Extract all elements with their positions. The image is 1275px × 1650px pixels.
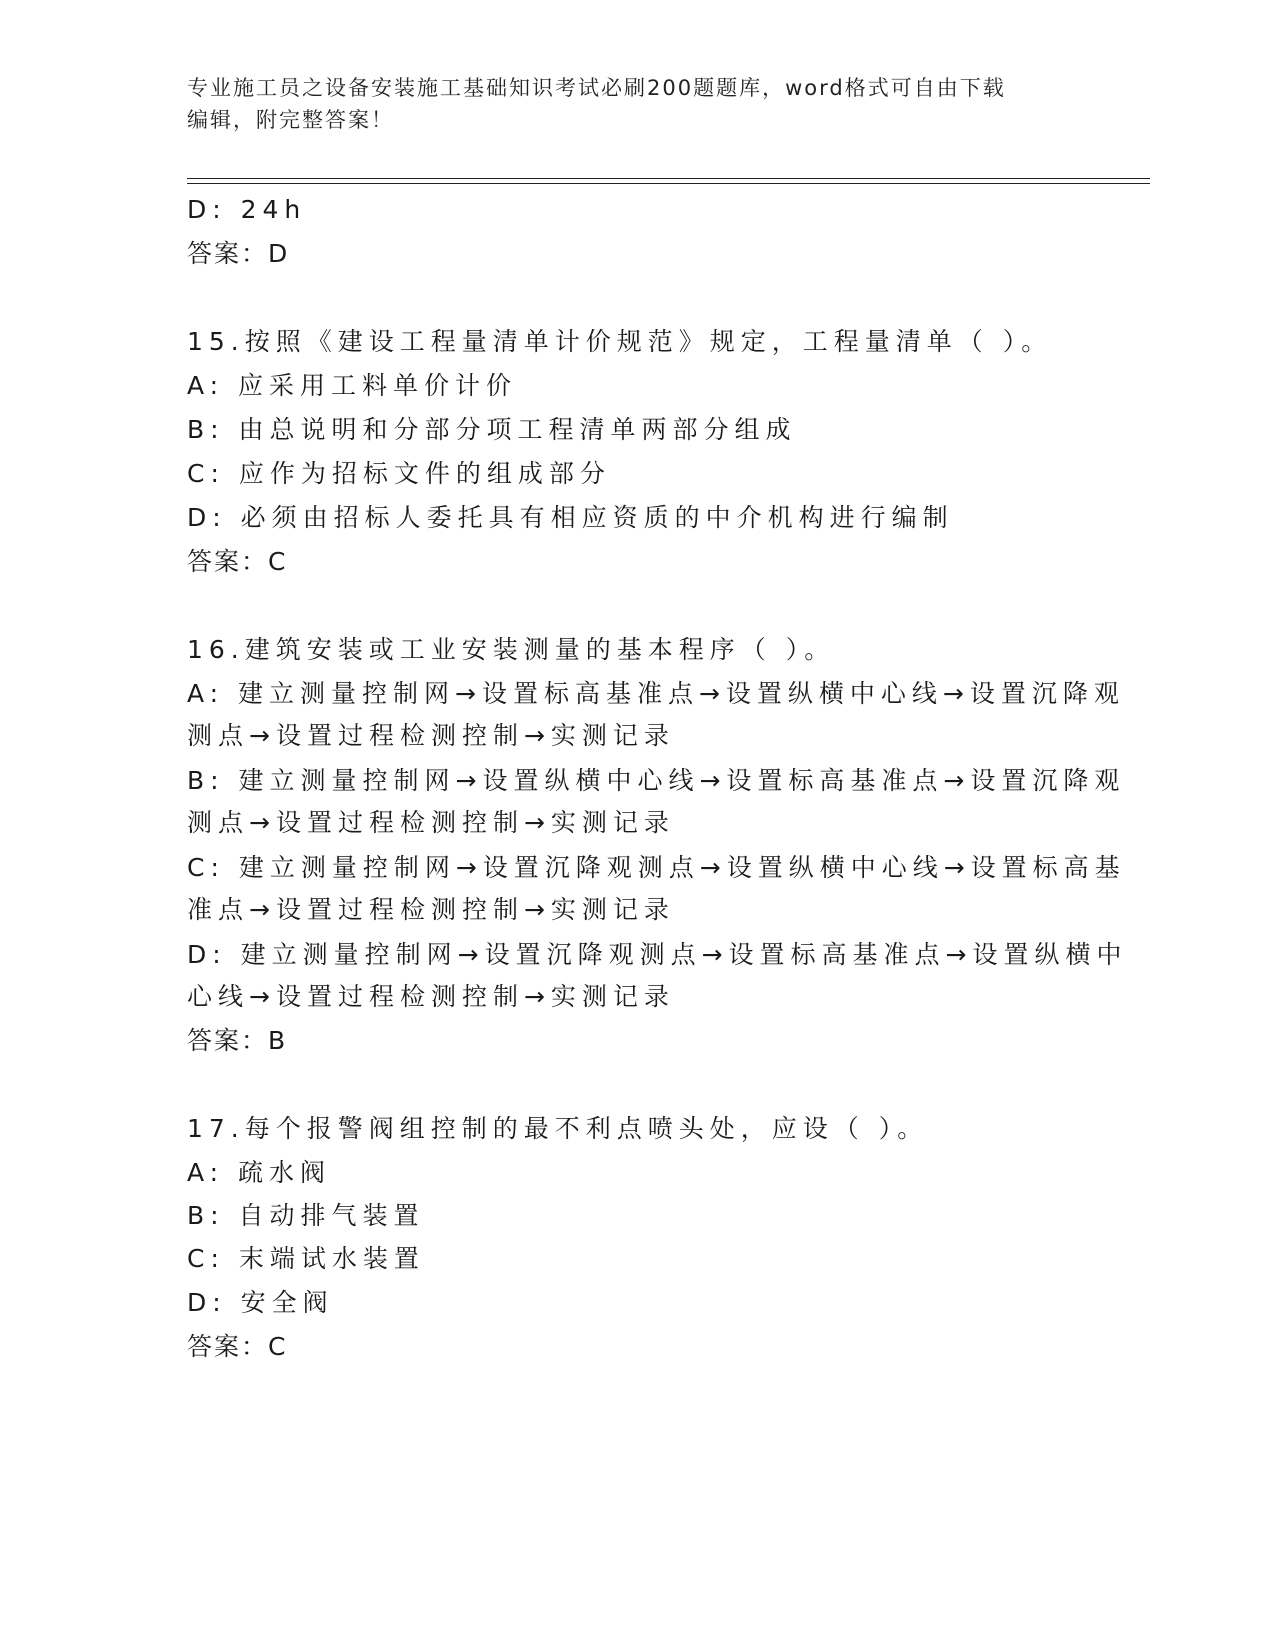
q14-answer: 答案：D [187,239,290,268]
q16-option-a-line1: A: 建立测量控制网→设置标高基准点→设置纵横中心线→设置沉降观 [187,679,1125,708]
q17-option-c: C: 末端试水装置 [187,1244,425,1273]
q16-option-b-line1: B: 建立测量控制网→设置纵横中心线→设置标高基准点→设置沉降观 [187,766,1126,795]
header-divider-top [187,178,1150,179]
header-divider-bottom [187,183,1150,184]
q16-option-d-line2: 心线→设置过程检测控制→实测记录 [187,982,675,1011]
q17-option-b: B: 自动排气装置 [187,1201,425,1230]
q17-question: 17.每个报警阀组控制的最不利点喷头处，应设（ ）。 [187,1114,929,1143]
q16-option-c-line2: 准点→设置过程检测控制→实测记录 [187,895,675,924]
q16-option-d-line1: D: 建立测量控制网→设置沉降观测点→设置标高基准点→设置纵横中 [187,940,1128,969]
q16-question: 16.建筑安装或工业安装测量的基本程序（ ）。 [187,635,836,664]
q17-option-a: A: 疏水阀 [187,1158,332,1187]
q16-option-c-line1: C: 建立测量控制网→设置沉降观测点→设置纵横中心线→设置标高基 [187,853,1126,882]
q15-option-d: D: 必须由招标人委托具有相应资质的中介机构进行编制 [187,503,954,532]
q17-option-d: D: 安全阀 [187,1288,334,1317]
q15-question: 15.按照《建设工程量清单计价规范》规定，工程量清单（ ）。 [187,327,1053,356]
document-header [187,72,1087,136]
q16-option-b-line2: 测点→设置过程检测控制→实测记录 [187,808,675,837]
q17-answer: 答案：C [187,1332,288,1361]
q15-answer: 答案：C [187,547,288,576]
q15-option-a: A: 应采用工料单价计价 [187,371,518,400]
q15-option-c: C: 应作为招标文件的组成部分 [187,459,611,488]
header-title-line1: 专业施工员之设备安装施工基础知识考试必刷200题题库，word格式可自由下载 [187,76,1006,100]
q16-option-a-line2: 测点→设置过程检测控制→实测记录 [187,721,675,750]
q14-option-d: D: 24h [187,195,307,224]
q15-option-b: B: 由总说明和分部分项工程清单两部分组成 [187,415,797,444]
header-title-line2: 编辑，附完整答案！ [187,108,394,132]
q16-answer: 答案：B [187,1026,288,1055]
